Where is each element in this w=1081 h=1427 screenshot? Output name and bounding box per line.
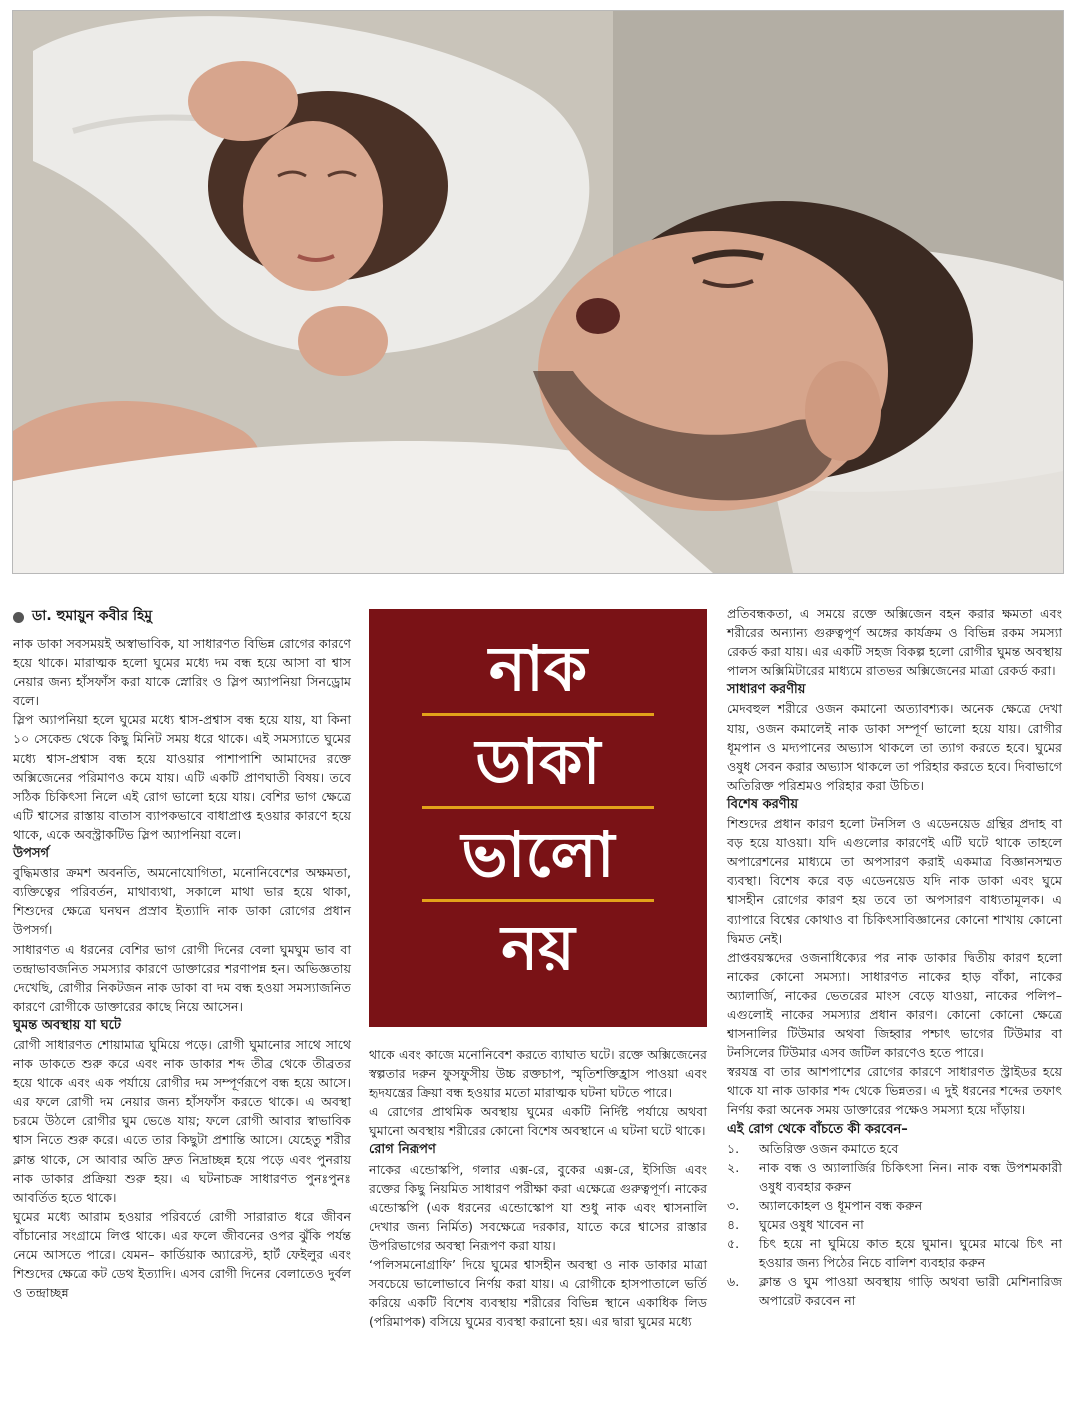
list-item: [727, 1139, 1062, 1158]
section-heading-sleep: ঘুমন্ত অবস্থায় যা ঘটে: [13, 1017, 121, 1033]
paragraph: থাকে এবং কাজে মনোনিবেশ করতে ব্যাঘাত ঘটে। রক্তে অক্সিজেনের স্বল্পতার দরুন ফুসফুসীয় উচ্চ রক্তচাপ, স্মৃতিশক্তিহ্রাস পাওয়া এবং হৃদযন্ত্রের ক্রিয়া বন্ধ হওয়ার মতো মারাত্মক ঘটনা ঘটতে পারে।: [369, 1047, 707, 1101]
tips-list: [727, 1139, 1062, 1311]
headline-line: নয়: [501, 911, 575, 984]
article-column-middle: [369, 1045, 707, 1331]
article-column-left: [13, 606, 351, 1302]
section-heading-prevention: এই রোগ থেকে বাঁচতে কী করবেন–: [727, 1121, 908, 1137]
section-heading-special: বিশেষ করণীয়: [727, 796, 799, 812]
paragraph: রোগী সাধারণত শোয়ামাত্র ঘুমিয়ে পড়ে। রোগী ঘুমানোর সাথে সাথে নাক ডাকতে শুরু করে এবং নাক ডাকার শব্দ তীব্র থেকে তীব্রতর হয়ে থাকে এবং এক পর্যায়ে রোগীর দম সম্পূর্ণরূপে বন্ধ হয়ে আসে। এর ফলে রোগী দম নেয়ার জন্য হাঁসফাঁস করতে থাকে। এ অবস্থা চরমে উঠলে রোগীর ঘুম ভেঙে যায়; ফলে রোগী আবার স্বাভাবিক শ্বাস নিতে শুরু করে। এতে তার কিছুটা প্রশান্তি আসে। যেহেতু শরীর ক্লান্ত থাকে, সে আবার অতি দ্রুত নিদ্রাচ্ছন্ন হয়ে পড়ে এবং পুনরায় নাক ডাকার প্রক্রিয়া শুরু হয়। এ ঘটনাচক্র সাধারণত পুনঃপুনঃ আবর্তিত হতে থাকে।: [13, 1036, 351, 1205]
paragraph: নাক ডাকা সবসময়ই অস্বাভাবিক, যা সাধারণত বিভিন্ন রোগের কারণে হয়ে থাকে। মারাত্মক হলো ঘুমের মধ্যে দম বন্ধ হয়ে আসা বা শ্বাস নেয়ার জন্য হাঁসফাঁস করা যাকে স্নোরিং ও স্লিপ অ্যাপনিয়া সিনড্রোম বলে।: [13, 636, 351, 709]
bullet-icon: [13, 612, 24, 623]
article-column-right: [727, 604, 1062, 1310]
list-item: [727, 1158, 1062, 1196]
list-item: [727, 1196, 1062, 1215]
headline-line: নাক: [488, 632, 588, 705]
list-text: নাক বন্ধ ও অ্যালার্জির চিকিৎসা নিন। নাক বন্ধ উপশমকারী ওষুধ ব্যবহার করুন: [759, 1159, 1062, 1194]
headline-line: ডাকা: [475, 725, 601, 798]
list-number: ১.: [727, 1140, 740, 1156]
list-text: অ্যালকোহল ও ধূমপান বন্ধ করুন: [759, 1197, 923, 1213]
list-number: ২.: [727, 1159, 740, 1175]
paragraph: ‘পলিসমনোগ্রাফি’ দিয়ে ঘুমের শ্বাসহীন অবস্থা ও নাক ডাকার মাত্রা সবচেয়ে ভালোভাবে নির্ণয় করা যায়। এ রোগীকে হাসপাতালে ভর্তি করিয়ে একটি বিশেষ ব্যবস্থায় শরীরের বিভিন্ন স্থানে একাধিক লিড (পরিমাপক) বসিয়ে ঘুমের ব্যবস্থা করানো হয়। এর দ্বারা ঘুমের মধ্যে: [369, 1257, 707, 1330]
headline-divider: [422, 899, 654, 902]
paragraph: নাকের এন্ডোস্কপি, গলার এক্স-রে, বুকের এক্স-রে, ইসিজি এবং রক্তের কিছু নিয়মিত সাধারণ পরীক্ষা করা এক্ষেত্রে গুরুত্বপূর্ণ। নাকের এন্ডোস্কপি (এক ধরনের এন্ডোস্কোপ যা শুধু নাক এবং শ্বাসনালি দেখার জন্য নির্মিত) সবক্ষেত্রে দরকার, যাতে করে শ্বাসের রাস্তার উপরিভাগের অবস্থা নিরূপণ করা যায়।: [369, 1161, 707, 1253]
list-text: ক্লান্ত ও ঘুম পাওয়া অবস্থায় গাড়ি অথবা ভারী মেশিনারিজ অপারেট করবেন না: [759, 1274, 1062, 1309]
article-photo: [12, 10, 1064, 574]
list-text: ঘুমের ওষুধ খাবেন না: [759, 1217, 864, 1232]
list-number: ৩.: [727, 1197, 740, 1213]
headline-divider: [422, 713, 654, 716]
snoring-couple-photo: [13, 11, 1063, 573]
section-heading-general: সাধারণ করণীয়: [727, 682, 806, 698]
list-number: ৪.: [727, 1217, 740, 1232]
list-number: ৬.: [727, 1274, 740, 1290]
headline-divider: [422, 806, 654, 809]
list-text: চিৎ হয়ে না ঘুমিয়ে কাত হয়ে ঘুমান। ঘুমের মাঝে চিৎ না হওয়ার জন্য পিঠের নিচে বালিশ ব্যবহার করুন: [759, 1236, 1062, 1271]
paragraph: মেদবহুল শরীরে ওজন কমানো অত্যাবশ্যক। অনেক ক্ষেত্রে দেখা যায়, ওজন কমালেই নাক ডাকা সম্পূর্ণ ভালো হয়ে যায়। রোগীর ধূমপান ও মদ্যপানের অভ্যাস থাকলে তা ত্যাগ করতে হবে। ঘুমের ওষুধ সেবন করার অভ্যাস থাকলে তা পরিহার করতে হবে। দিবাভাগে অতিরিক্ত পরিশ্রমও পরিহার করা উচিত।: [727, 701, 1062, 793]
paragraph: বুদ্ধিমত্তার ক্রমশ অবনতি, অমনোযোগিতা, মনোনিবেশের অক্ষমতা, ব্যক্তিত্বের পরিবর্তন, মাথাব্যথা, সকালে মাথা ভার হয়ে থাকা, শিশুদের ক্ষেত্রে ঘনঘন প্রস্রাব ইত্যাদি নাক ডাকা রোগের প্রধান উপসর্গ।: [13, 865, 351, 938]
paragraph: প্রাপ্তবয়স্কদের ওজনাধিক্যের পর নাক ডাকার দ্বিতীয় কারণ হলো নাকের কোনো সমস্যা। সাধারণত নাকের হাড় বাঁকা, নাকের অ্যালার্জি, নাকের ভেতরের মাংস বেড়ে যাওয়া, নাকের পলিপ– এগুলোই নাকের সমস্যার প্রধান কারণ। কোনো কোনো ক্ষেত্রে শ্বাসনালির টিউমার অথবা জিহ্বার পশ্চাৎ ভাগের টিউমার বা টনসিলের টিউমার এসব জটিল কারণেও হতে পারে।: [727, 949, 1062, 1061]
list-item: [727, 1272, 1062, 1310]
paragraph: স্বরযন্ত্র বা তার আশপাশের রোগের কারণে সাধারণত স্ট্রাইডর হয়ে থাকে যা নাক ডাকার শব্দ থেকে ভিন্নতর। এ দুই ধরনের শব্দের তফাৎ নির্ণয় করা অনেক সময় ডাক্তারের পক্ষেও সমস্যা হয়ে দাঁড়ায়।: [727, 1064, 1062, 1118]
section-heading-symptoms: উপসর্গ: [13, 846, 50, 862]
paragraph: সাধারণত এ ধরনের বেশির ভাগ রোগী দিনের বেলা ঘুমঘুম ভাব বা তন্দ্রাভাবজনিত সমস্যার কারণে ডাক্তারের শরণাপন্ন হন। অভিজ্ঞতায় দেখেছি, রোগীর নিকটজন নাক ডাকা বা দম বন্ধ হওয়া সমস্যাজনিত কারণে রোগীকে ডাক্তারের কাছে নিয়ে আসেন।: [13, 941, 351, 1014]
headline-box: [369, 609, 707, 1027]
byline: [13, 606, 351, 628]
paragraph: প্রতিবন্ধকতা, এ সময়ে রক্তে অক্সিজেন বহন করার ক্ষমতা এবং শরীরের অন্যান্য গুরুত্বপূর্ণ অঙ্গের কার্যক্রম ও বিভিন্ন রকম সমস্যা রেকর্ড করা যায়। এর একটি সহজ বিকল্প হলো রোগীর ঘুমন্ত অবস্থায় পালস অক্সিমিটারের মাধ্যমে রাতভর অক্সিজেনের মাত্রা রেকর্ড করা।: [727, 606, 1062, 679]
paragraph: স্লিপ অ্যাপনিয়া হলে ঘুমের মধ্যে শ্বাস-প্রশ্বাস বন্ধ হয়ে যায়, যা কিনা ১০ সেকেন্ড থেকে কিছু মিনিট সময় ধরে থাকে। এই সমস্যাতে ঘুমের মধ্যে শ্বাস-প্রশ্বাস বন্ধ হয়ে যাওয়ার পাশাপাশি আমাদের রক্তে অক্সিজেনের পরিমাণও কমে যায়। এটি একটি প্রাণঘাতী বিষয়। তবে সঠিক চিকিৎসা নিলে এই রোগ ভালো হয়ে যায়। বেশির ভাগ ক্ষেত্রে এটি শ্বাসের রাস্তায় বাতাস ব্যাপকভাবে বাধাপ্রাপ্ত হওয়ার কারণে হয়ে থাকে, একে অবস্ট্রাকটিভ স্লিপ অ্যাপনিয়া বলে।: [13, 712, 351, 842]
section-heading-diagnosis: রোগ নিরূপণ: [369, 1142, 436, 1158]
headline-line: ভালো: [461, 818, 615, 891]
list-item: [727, 1215, 1062, 1234]
paragraph: ঘুমের মধ্যে আরাম হওয়ার পরিবর্তে রোগী সারারাত ধরে জীবন বাঁচানোর সংগ্রামে লিপ্ত থাকে। এর ফলে জীবনের ওপর ঝুঁকি পর্যন্ত নেমে আসতে পারে। যেমন– কার্ডিয়াক অ্যারেস্ট, হার্ট ফেইলুর এবং শিশুদের ক্ষেত্রে কট ডেথ ইত্যাদি। এসব রোগী দিনের বেলাতেও দুর্বল ও তন্দ্রাচ্ছন্ন: [13, 1208, 351, 1301]
paragraph: শিশুদের প্রধান কারণ হলো টনসিল ও এডেনয়েড গ্রন্থির প্রদাহ বা বড় হয়ে যাওয়া। যদি এগুলোর কারণেই এটি ঘটে থাকে তাহলে অপারেশনের মাধ্যমে তা অপসারণ করাই একমাত্র বিজ্ঞানসম্মত ব্যবস্থা। বিশেষ করে বড় এডেনয়েড যদি নাক ডাকা এবং ঘুমে শ্বাসহীন রোগের কারণ হয় তবে তা অপসারণ বাধ্যতামূলক। এ ব্যাপারে বিশ্বের কোথাও বা চিকিৎসাবিজ্ঞানের কোনো শাখায় কোনো দ্বিমত নেই।: [727, 816, 1062, 946]
list-text: অতিরিক্ত ওজন কমাতে হবে: [759, 1140, 899, 1156]
paragraph: এ রোগের প্রাথমিক অবস্থায় ঘুমের একটি নির্দিষ্ট পর্যায়ে অথবা ঘুমানো অবস্থায় শরীরের কোনো বিশেষ অবস্থানে এ ঘটনা ঘটে থাকে।: [369, 1104, 707, 1139]
author-name: ডা. হুমায়ুন কবীর হিমু: [32, 608, 153, 625]
list-number: ৫.: [727, 1236, 740, 1252]
list-item: [727, 1234, 1062, 1272]
